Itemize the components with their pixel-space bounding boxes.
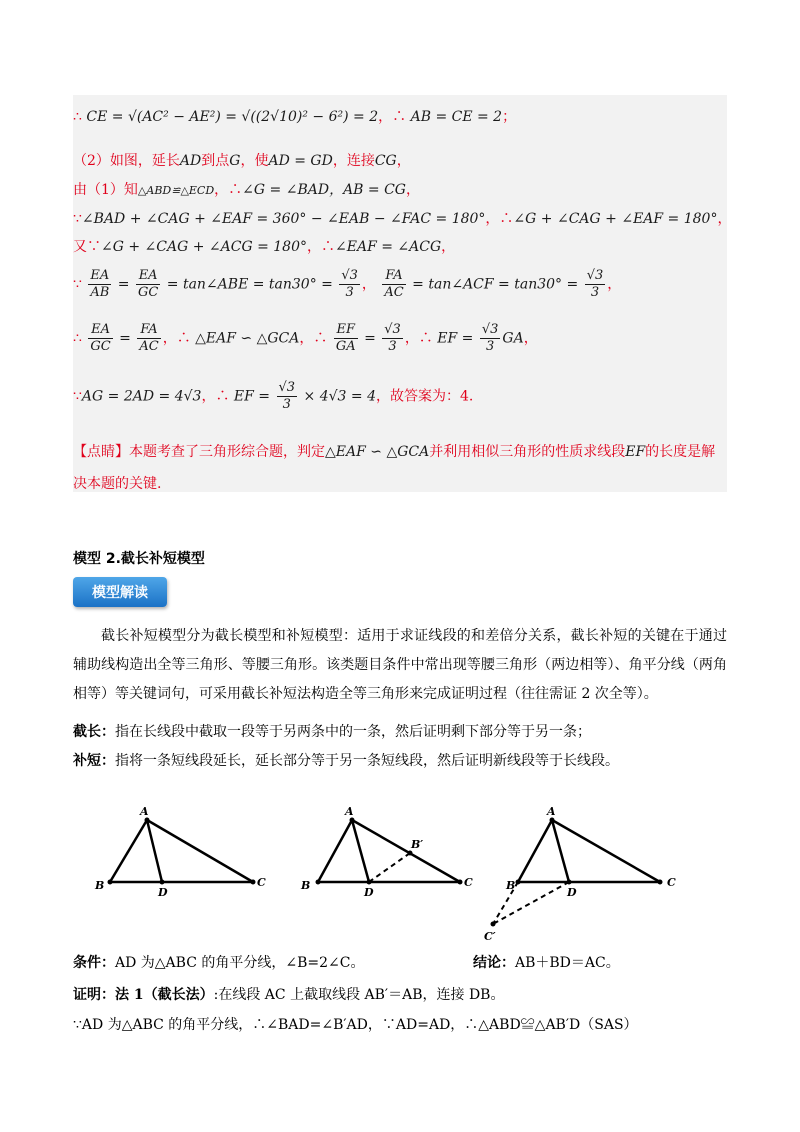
cut-definition: 截长：指在长线段中截取一段等于另两条中的一条，然后证明剩下部分等于另一条； [73, 724, 591, 740]
label-C3: C [667, 876, 676, 889]
conclusion-line: 结论：AB＋BD＝AC。 [473, 955, 620, 971]
section-heading: 模型 2.截长补短模型 [73, 551, 205, 567]
proof-step: ∵AD 为△ABC 的角平分线，∴∠BAD=∠B′AD，∵AD=AD，∴△ABD≌△AB′D（SAS） [73, 1017, 638, 1033]
condition-line: 条件：AD 为△ABC 的角平分线，∠B=2∠C。 [73, 955, 365, 971]
label-D2: D [364, 886, 374, 899]
geometry-figures [85, 800, 725, 950]
model-tag: 模型解读 [73, 577, 167, 607]
figure-2 [300, 805, 473, 899]
label-D3: D [567, 886, 577, 899]
solution-line-8: ∵AG = 2AD = 4√3，∴ EF = $\frac{√3}{3}$ × 4√3 = 4，故答案为：4. [73, 380, 474, 412]
label-C2: C [464, 876, 473, 889]
solution-line-6: ∵ $\frac{EA}{AB}$ = $\frac{EA}{GC}$ = tan∠ABE = tan30° = $\frac{√3}{3}$ ， $\frac{FA}{AC}$ = tan∠ACF = tan30° = $\frac{√3}{3}$ ， [73, 268, 622, 300]
label-D: D [158, 886, 168, 899]
figure-3 [484, 805, 676, 943]
label-C: C [257, 876, 266, 889]
label-B2: B [301, 879, 311, 892]
proof-line: 证明：法 1（截长法）:在线段 AC 上截取线段 AB′＝AB，连接 DB。 [73, 987, 505, 1003]
label-A: A [140, 805, 149, 818]
label-B-prime: B′ [411, 838, 424, 851]
label-B: B [95, 879, 105, 892]
figure-1 [94, 805, 266, 899]
solution-line-5: 又∵∠G + ∠CAG + ∠ACG = 180°，∴∠EAF = ∠ACG， [73, 239, 456, 255]
solution-line-2: （2）如图，延长AD到点G，使AD = GD，连接CG， [73, 153, 411, 169]
solution-line-1: ∴ CE = √(AC² − AE²) = √((2√10)² − 6²) = 2，∴ AB = CE = 2； [73, 109, 517, 125]
label-C-prime: C′ [484, 930, 496, 943]
label-A2: A [345, 805, 354, 818]
label-A3: A [547, 805, 556, 818]
fill-definition: 补短：指将一条短线段延长，延长部分等于另一条短线段，然后证明新线段等于长线段。 [73, 753, 619, 769]
intro-paragraph: 截长补短模型分为截长模型和补短模型：适用于求证线段的和差倍分关系，截长补短的关键在于通过辅助线构造出全等三角形、等腰三角形。该类题目条件中常出现等腰三角形（两边相等）、角平分线（两角相等）等关键词句，可采用截长补短法构造全等三角形来完成证明过程（往往需证 2 次全等）。 [73, 628, 727, 702]
key-point-note: 【点睛】本题考查了三角形综合题，判定△EAF ∽ △GCA并利用相似三角形的性质求线段EF的长度是解决本题的关键. [73, 444, 716, 492]
solution-line-4: ∵∠BAD + ∠CAG + ∠EAF = 360° − ∠EAB − ∠FAC = 180°，∴∠G + ∠CAG + ∠EAF = 180°， [73, 211, 732, 227]
solution-line-3: 由（1）知△ABD≌△ECD，∴∠G = ∠BAD，AB = CG， [73, 182, 420, 198]
solution-line-7: ∴ $\frac{EA}{GC}$ = $\frac{FA}{AC}$ ，∴ △EAF ∽ △GCA，∴ $\frac{EF}{GA}$ = $\frac{√3}{3}$ ，∴ EF = $\frac{√3}{3}$ GA， [73, 322, 538, 354]
label-B3: B [506, 879, 516, 892]
